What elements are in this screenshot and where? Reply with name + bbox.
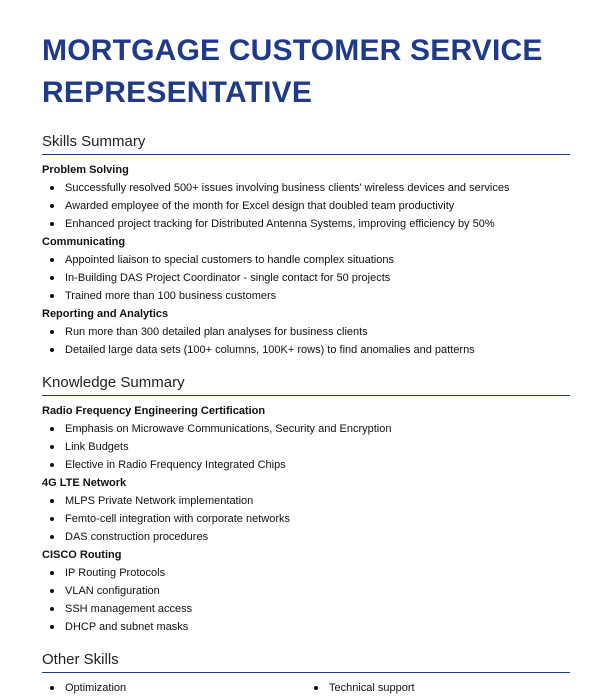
list-item-text: Appointed liaison to special customers to handle complex situations <box>65 254 394 266</box>
bullet-list <box>42 420 570 474</box>
bullet-icon <box>50 348 54 352</box>
group-title: Problem Solving <box>42 164 129 176</box>
list-item <box>42 287 570 305</box>
bullet-icon <box>50 445 54 449</box>
list-item <box>42 251 570 269</box>
bullet-icon <box>50 258 54 262</box>
group-title: Radio Frequency Engineering Certification <box>42 405 266 417</box>
list-item-text: Emphasis on Microwave Communications, Security and Encryption <box>65 423 392 435</box>
section-heading: Skills Summary <box>42 133 570 155</box>
list-item <box>42 618 570 636</box>
list-item-text: Femto-cell integration with corporate networks <box>65 513 290 525</box>
list-item-text: Awarded employee of the month for Excel design that doubled team productivity <box>65 200 455 212</box>
list-item-text: IP Routing Protocols <box>65 567 166 579</box>
list-item-text: Link Budgets <box>65 441 129 453</box>
knowledge-summary-section <box>42 374 570 636</box>
skills-summary-section <box>42 133 570 359</box>
list-item <box>42 600 570 618</box>
bullet-icon <box>50 204 54 208</box>
bullet-list <box>42 564 570 636</box>
bullet-icon <box>50 686 54 690</box>
bullet-icon <box>50 330 54 334</box>
bullet-list <box>42 179 570 233</box>
list-item-text: VLAN configuration <box>65 585 160 597</box>
list-item-text: Enhanced project tracking for Distributed Antenna Systems, improving efficiency by 50% <box>65 218 495 230</box>
bullet-list <box>42 492 570 546</box>
list-item <box>42 679 306 697</box>
group-title: CISCO Routing <box>42 549 122 561</box>
list-item-text: Optimization <box>65 682 127 694</box>
other-skills-columns <box>42 679 570 697</box>
list-item-text: SSH management access <box>65 603 193 615</box>
list-item <box>42 215 570 233</box>
list-item <box>42 510 570 528</box>
bullet-list-left <box>42 679 306 697</box>
list-item <box>42 528 570 546</box>
list-item-text: DHCP and subnet masks <box>65 621 189 633</box>
page-title: MORTGAGE CUSTOMER SERVICE REPRESENTATIVE <box>42 34 543 109</box>
section-heading: Other Skills <box>42 651 570 673</box>
bullet-icon <box>50 222 54 226</box>
list-item <box>42 269 570 287</box>
list-item-text: Detailed large data sets (100+ columns, 100K+ rows) to find anomalies and patterns <box>65 344 475 356</box>
list-item <box>42 341 570 359</box>
bullet-icon <box>50 463 54 467</box>
list-item-text: Technical support <box>329 682 415 694</box>
other-skills-section <box>42 651 570 697</box>
list-item-text: In-Building DAS Project Coordinator - single contact for 50 projects <box>65 272 391 284</box>
bullet-icon <box>50 276 54 280</box>
bullet-icon <box>50 499 54 503</box>
bullet-icon <box>50 535 54 539</box>
bullet-list <box>42 251 570 305</box>
list-item <box>42 456 570 474</box>
bullet-icon <box>50 625 54 629</box>
list-item-text: Trained more than 100 business customers <box>65 290 277 302</box>
list-item-text: MLPS Private Network implementation <box>65 495 254 507</box>
bullet-icon <box>50 571 54 575</box>
list-item <box>42 323 570 341</box>
bullet-icon <box>50 186 54 190</box>
list-item <box>42 564 570 582</box>
list-item-text: Run more than 300 detailed plan analyses for business clients <box>65 326 368 338</box>
list-item-text: Elective in Radio Frequency Integrated Chips <box>65 459 286 471</box>
list-item <box>42 197 570 215</box>
bullet-icon <box>314 686 318 690</box>
bullet-icon <box>50 607 54 611</box>
section-heading: Knowledge Summary <box>42 374 570 396</box>
list-item-text: Successfully resolved 500+ issues involving business clients' wireless devices and services <box>65 182 510 194</box>
list-item-text: DAS construction procedures <box>65 531 209 543</box>
bullet-icon <box>50 427 54 431</box>
list-item <box>42 582 570 600</box>
list-item <box>42 438 570 456</box>
bullet-list <box>42 323 570 359</box>
list-item <box>306 679 570 697</box>
bullet-icon <box>50 589 54 593</box>
bullet-icon <box>50 517 54 521</box>
group-title: 4G LTE Network <box>42 477 127 489</box>
list-item <box>42 179 570 197</box>
group-title: Reporting and Analytics <box>42 308 169 320</box>
group-title: Communicating <box>42 236 126 248</box>
list-item <box>42 492 570 510</box>
list-item <box>42 420 570 438</box>
bullet-icon <box>50 294 54 298</box>
bullet-list-right <box>306 679 570 697</box>
